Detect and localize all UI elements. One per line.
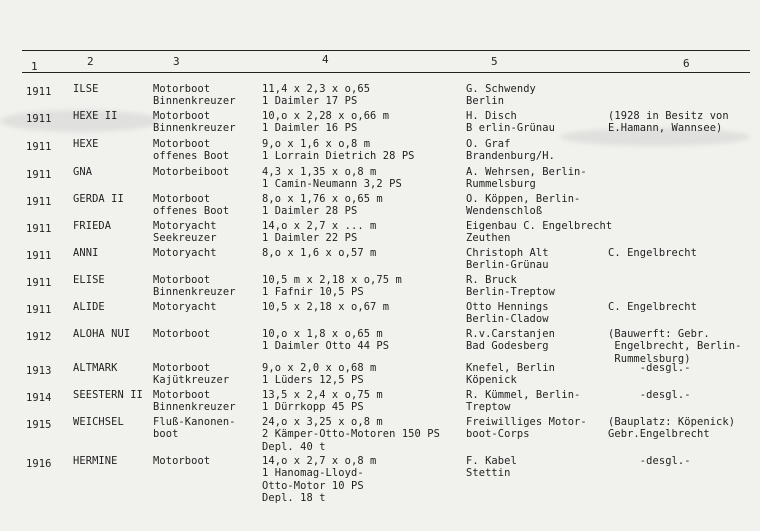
owner-builder-cell: Freiwilliges Motor- boot-Corps <box>466 416 587 441</box>
vessel-name-cell: ILSE <box>73 83 99 95</box>
column-header-2: 2 <box>87 55 94 68</box>
vessel-type-cell: Fluß-Kanonen- boot <box>153 416 236 441</box>
year-cell: 1916 <box>26 458 52 470</box>
dimensions-engine-cell: 8,o x 1,76 x o,65 m 1 Daimler 28 PS <box>262 193 383 218</box>
year-cell: 1911 <box>26 196 52 208</box>
notes-cell: (Bauplatz: Köpenick) Gebr.Engelbrecht <box>608 416 736 441</box>
dimensions-engine-cell: 10,5 x 2,18 x o,67 m <box>262 301 390 313</box>
vessel-type-cell: Motorboot offenes Boot <box>153 138 230 163</box>
year-cell: 1911 <box>26 113 52 125</box>
owner-builder-cell: Eigenbau C. Engelbrecht Zeuthen <box>466 220 613 245</box>
owner-builder-cell: R. Kümmel, Berlin- Treptow <box>466 389 581 414</box>
vessel-name-cell: HERMINE <box>73 455 118 467</box>
owner-builder-cell: O. Köppen, Berlin- Wendenschloß <box>466 193 581 218</box>
vessel-name-cell: ALTMARK <box>73 362 118 374</box>
year-cell: 1911 <box>26 141 52 153</box>
dimensions-engine-cell: 10,o x 1,8 x o,65 m 1 Daimler Otto 44 PS <box>262 328 390 353</box>
dimensions-engine-cell: 14,o x 2,7 x o,8 m 1 Hanomag-Lloyd- Otto-Motor 10 PS Depl. 18 t <box>262 455 377 505</box>
dimensions-engine-cell: 9,o x 2,0 x o,68 m 1 Lüders 12,5 PS <box>262 362 377 387</box>
vessel-name-cell: SEESTERN II <box>73 389 143 401</box>
vessel-name-cell: GERDA II <box>73 193 124 205</box>
vessel-type-cell: Motorboot <box>153 328 211 340</box>
vessel-name-cell: ANNI <box>73 247 99 259</box>
vessel-name-cell: ELISE <box>73 274 105 286</box>
dimensions-engine-cell: 10,o x 2,28 x o,66 m 1 Daimler 16 PS <box>262 110 390 135</box>
owner-builder-cell: Christoph Alt Berlin-Grünau <box>466 247 549 272</box>
column-header-3: 3 <box>173 55 180 68</box>
vessel-name-cell: HEXE II <box>73 110 118 122</box>
year-cell: 1911 <box>26 277 52 289</box>
notes-cell: (Bauwerft: Gebr. Engelbrecht, Berlin- Rummelsburg) <box>608 328 742 365</box>
column-header-5: 5 <box>491 55 498 68</box>
owner-builder-cell: O. Graf Brandenburg/H. <box>466 138 555 163</box>
vessel-name-cell: WEICHSEL <box>73 416 124 428</box>
notes-cell: C. Engelbrecht <box>608 247 697 259</box>
year-cell: 1911 <box>26 304 52 316</box>
header-bottom-rule <box>22 72 750 73</box>
column-header-6: 6 <box>683 57 690 70</box>
owner-builder-cell: R.v.Carstanjen Bad Godesberg <box>466 328 555 353</box>
dimensions-engine-cell: 11,4 x 2,3 x o,65 1 Daimler 17 PS <box>262 83 371 108</box>
notes-cell: -desgl.- <box>608 362 691 374</box>
dimensions-engine-cell: 4,3 x 1,35 x o,8 m 1 Camin-Neumann 3,2 PS <box>262 166 402 191</box>
dimensions-engine-cell: 10,5 m x 2,18 x o,75 m 1 Fafnir 10,5 PS <box>262 274 402 299</box>
vessel-type-cell: Motorboot Binnenkreuzer <box>153 110 236 135</box>
owner-builder-cell: Knefel, Berlin Köpenick <box>466 362 555 387</box>
vessel-name-cell: FRIEDA <box>73 220 112 232</box>
column-header-4: 4 <box>322 53 329 66</box>
owner-builder-cell: Otto Hennings Berlin-Cladow <box>466 301 549 326</box>
column-header-1: 1 <box>31 60 38 73</box>
vessel-type-cell: Motorboot <box>153 455 211 467</box>
vessel-type-cell: Motorbeiboot <box>153 166 230 178</box>
dimensions-engine-cell: 24,o x 3,25 x o,8 m 2 Kämper-Otto-Motoren 150 PS Depl. 40 t <box>262 416 440 453</box>
owner-builder-cell: R. Bruck Berlin-Treptow <box>466 274 555 299</box>
vessel-name-cell: HEXE <box>73 138 99 150</box>
owner-builder-cell: G. Schwendy Berlin <box>466 83 536 108</box>
vessel-type-cell: Motoryacht <box>153 301 217 313</box>
year-cell: 1914 <box>26 392 52 404</box>
notes-cell: C. Engelbrecht <box>608 301 697 313</box>
year-cell: 1915 <box>26 419 52 431</box>
notes-cell: -desgl.- <box>608 455 691 467</box>
owner-builder-cell: A. Wehrsen, Berlin- Rummelsburg <box>466 166 587 191</box>
owner-builder-cell: H. Disch B erlin-Grünau <box>466 110 555 135</box>
notes-cell: (1928 in Besitz von E.Hamann, Wannsee) <box>608 110 729 135</box>
dimensions-engine-cell: 9,o x 1,6 x o,8 m 1 Lorrain Dietrich 28 PS <box>262 138 415 163</box>
dimensions-engine-cell: 8,o x 1,6 x o,57 m <box>262 247 377 259</box>
year-cell: 1911 <box>26 169 52 181</box>
vessel-type-cell: Motoryacht <box>153 247 217 259</box>
vessel-type-cell: Motorboot Binnenkreuzer <box>153 274 236 299</box>
notes-cell: -desgl.- <box>608 389 691 401</box>
vessel-type-cell: Motorboot Kajütkreuzer <box>153 362 230 387</box>
dimensions-engine-cell: 14,o x 2,7 x ... m 1 Daimler 22 PS <box>262 220 377 245</box>
year-cell: 1911 <box>26 86 52 98</box>
vessel-name-cell: GNA <box>73 166 93 178</box>
vessel-type-cell: Motoryacht Seekreuzer <box>153 220 217 245</box>
year-cell: 1912 <box>26 331 52 343</box>
year-cell: 1911 <box>26 250 52 262</box>
dimensions-engine-cell: 13,5 x 2,4 x o,75 m 1 Dürrkopp 45 PS <box>262 389 383 414</box>
vessel-name-cell: ALIDE <box>73 301 105 313</box>
vessel-name-cell: ALOHA NUI <box>73 328 131 340</box>
year-cell: 1911 <box>26 223 52 235</box>
vessel-type-cell: Motorboot offenes Boot <box>153 193 230 218</box>
year-cell: 1913 <box>26 365 52 377</box>
header-top-rule <box>22 50 750 51</box>
vessel-type-cell: Motorboot Binnenkreuzer <box>153 83 236 108</box>
owner-builder-cell: F. Kabel Stettin <box>466 455 517 480</box>
vessel-type-cell: Motorboot Binnenkreuzer <box>153 389 236 414</box>
